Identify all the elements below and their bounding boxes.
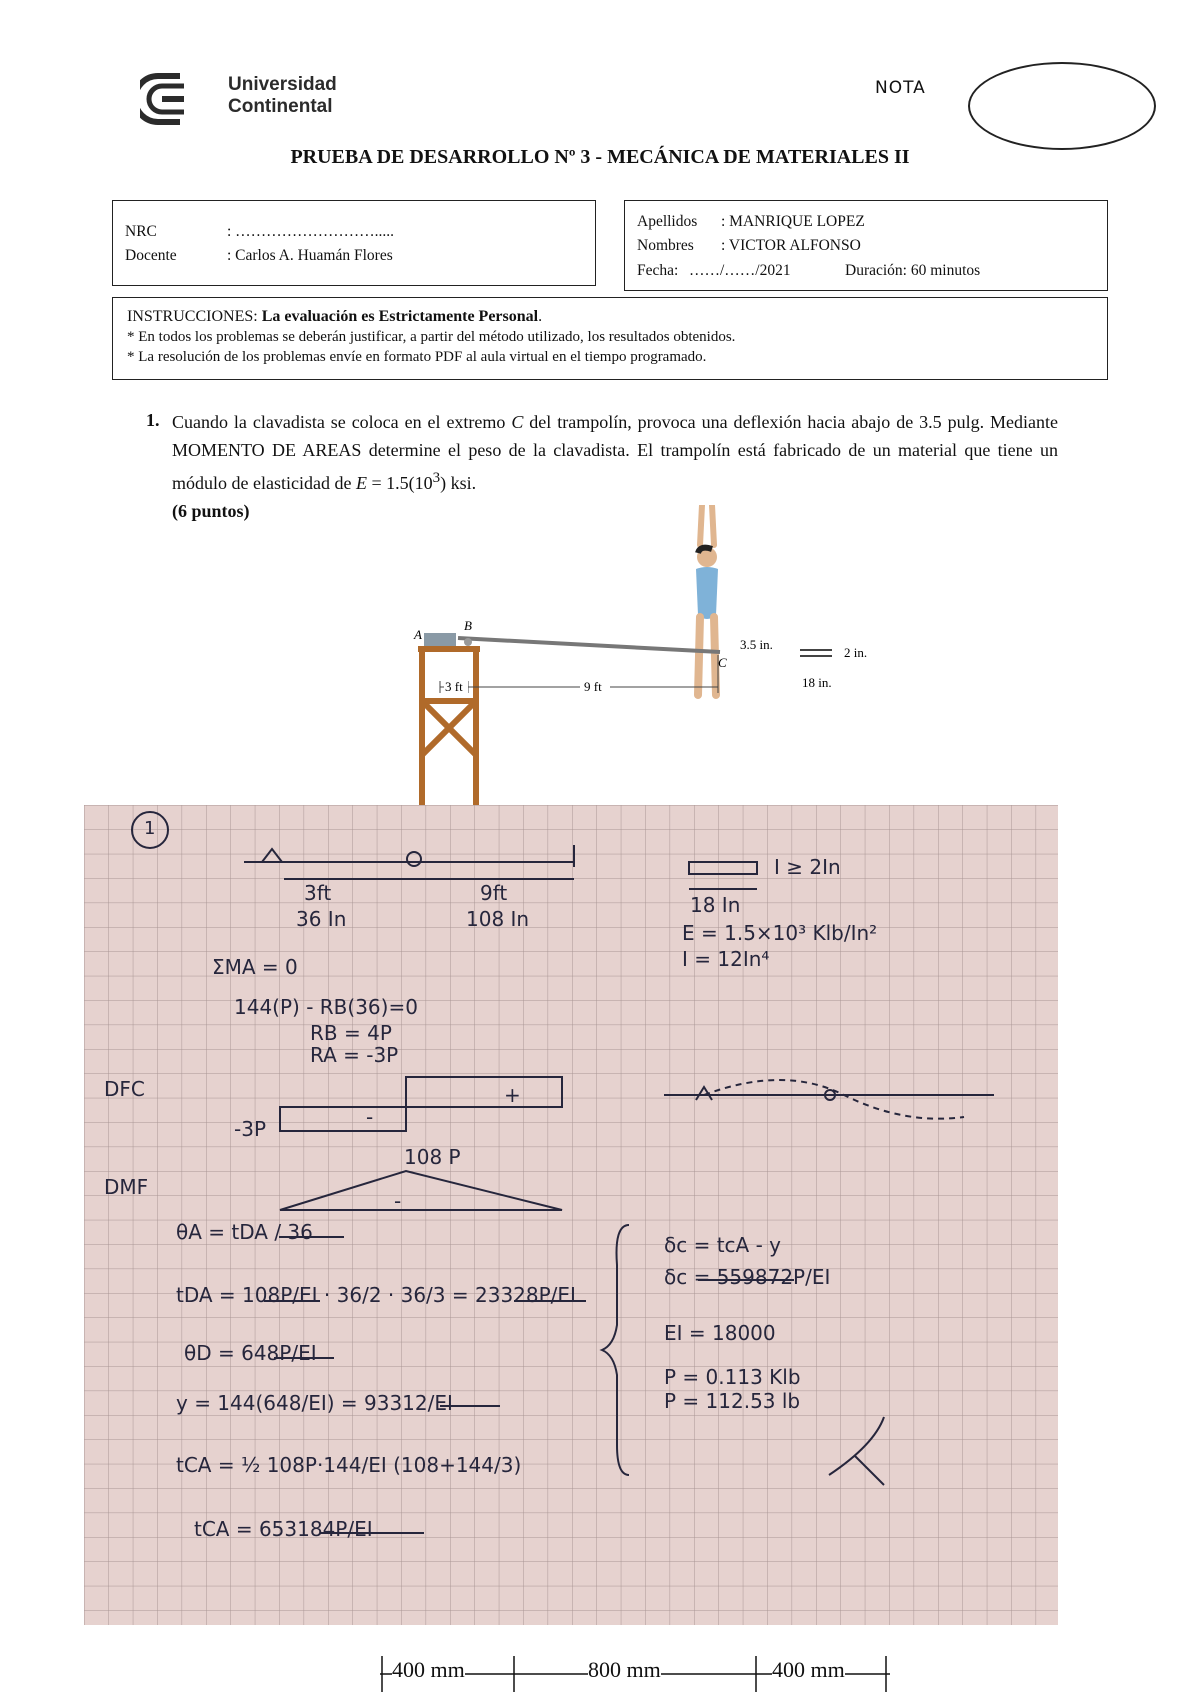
graph-grid — [84, 805, 1058, 1625]
instructions-heading: INSTRUCCIONES: La evaluación es Estrictamente Personal. — [127, 308, 543, 325]
hw-e-val: E = 1.5×10³ Klb/In² — [682, 921, 878, 945]
hw-ra: RA = -3P — [310, 1043, 399, 1067]
hw-dmf-peak: 108 P — [404, 1145, 461, 1169]
hw-eq1: 144(P) - RB(36)=0 — [234, 995, 418, 1019]
page-title: PRUEBA DE DESARROLLO Nº 3 - MECÁNICA DE MATERIALES II — [290, 146, 910, 168]
hw-t-ca: tCA = ½ 108P·144/EI (108+144/3) — [176, 1453, 522, 1477]
dim-3ft: 3 ft — [445, 679, 463, 694]
nombres-label: Nombres — [637, 237, 694, 254]
support-a — [424, 633, 456, 647]
nrc-value: : ………………………..... — [227, 223, 395, 240]
hw-dmf-minus: - — [394, 1189, 402, 1213]
duracion: Duración: 60 minutos — [845, 262, 981, 279]
q-text-d: ) ksi. — [440, 473, 477, 493]
info-box-right — [624, 200, 1108, 291]
hw-circle-num: 1 — [144, 818, 156, 839]
instructions-label: INSTRUCCIONES: — [127, 308, 258, 325]
hw-t-ca2: tCA = 653184P/EI — [194, 1517, 373, 1541]
support-b — [464, 638, 472, 646]
hw-dim2: 9ft — [480, 881, 508, 905]
nombres-value: : VICTOR ALFONSO — [721, 237, 861, 254]
hw-theta-a: θA = tDA / 36 — [176, 1220, 313, 1244]
deflection-label: 3.5 in. — [740, 637, 773, 652]
university-line2: Continental — [228, 96, 333, 117]
hw-dc1: δc = tcA - y — [664, 1233, 781, 1257]
hw-dfc-neg: -3P — [234, 1117, 267, 1141]
grade-oval — [968, 62, 1156, 150]
q-text-b: del trampolín, provoca una deflexión hacia abajo de 3.5 pulg. Mediante MOMENTO DE AREAS determine el peso de la clavadista. El trampolín está fabricado de un material que tiene un módulo de elasticidad de — [172, 412, 1058, 493]
docente-value: : Carlos A. Huamán Flores — [227, 247, 393, 264]
info-box-left — [112, 200, 596, 286]
hw-plus: + — [504, 1083, 521, 1107]
q-points: (6 puntos) — [172, 501, 250, 521]
hw-p1: P = 0.113 Klb — [664, 1365, 801, 1389]
q-var-e: E — [355, 473, 367, 493]
university-line1: Universidad — [228, 74, 337, 95]
hw-minus: - — [366, 1105, 374, 1129]
board — [458, 638, 720, 652]
hw-theta-d: θD = 648P/EI — [184, 1341, 317, 1365]
label-b: B — [464, 618, 472, 633]
q-text-c: = 1.5(10 — [366, 473, 433, 493]
hw-dim1-in: 36 In — [296, 907, 347, 931]
hw-p2: P = 112.53 lb — [664, 1389, 801, 1413]
apellidos-label: Apellidos — [637, 213, 698, 230]
instructions-box — [112, 297, 1108, 380]
handwritten-solution — [84, 805, 1058, 1625]
hw-section-w: 18 In — [690, 893, 741, 917]
instructions-line1: * En todos los problemas se deberán justificar, a partir del método utilizado, los resultados obtenidos. — [127, 329, 736, 345]
hw-section-i: I ≥ 2In — [774, 855, 841, 879]
diving-board-figure — [400, 505, 900, 805]
label-a: A — [414, 627, 422, 642]
hw-dim1: 3ft — [304, 881, 332, 905]
docente-label: Docente — [125, 247, 177, 264]
width-label: 18 in. — [802, 675, 832, 690]
hw-dfc: DFC — [104, 1077, 145, 1101]
hw-i-val: I = 12In⁴ — [682, 947, 770, 971]
nota-label: NOTA — [875, 78, 926, 98]
bottom-dim-2: 800 mm — [588, 1657, 661, 1682]
dim-9ft: 9 ft — [584, 679, 602, 694]
fecha-label: Fecha: — [637, 262, 679, 279]
hw-rb: RB = 4P — [310, 1021, 392, 1045]
bottom-dim-3: 400 mm — [772, 1657, 845, 1682]
nrc-label: NRC — [125, 223, 157, 240]
hw-t-da: tDA = 108P/EI · 36/2 · 36/3 = 23328P/EI — [176, 1283, 576, 1307]
diver-illustration — [696, 505, 718, 695]
hw-dim2-in: 108 In — [466, 907, 530, 931]
university-logo-icon — [140, 72, 212, 126]
hw-y-eq: y = 144(648/EI) = 93312/EI — [176, 1391, 453, 1415]
apellidos-value: : MANRIQUE LOPEZ — [721, 213, 865, 230]
q-exp: 3 — [432, 470, 441, 486]
instructions-line2: * La resolución de los problemas envíe en formato PDF al aula virtual en el tiempo programado. — [127, 349, 707, 365]
q-text-a: Cuando la clavadista se coloca en el extremo — [172, 412, 512, 432]
hw-sum-m: ΣMA = 0 — [212, 955, 298, 979]
tower — [418, 649, 480, 805]
thickness-label: 2 in. — [844, 645, 868, 660]
fecha-value: ……/……/2021 — [689, 262, 791, 279]
hw-dmf: DMF — [104, 1175, 149, 1199]
label-c: C — [718, 655, 727, 670]
bottom-dim-1: 400 mm — [392, 1657, 465, 1682]
hw-ei: EI = 18000 — [664, 1321, 776, 1345]
hw-dc2: δc = 559872P/EI — [664, 1265, 831, 1289]
q-var-c: C — [511, 412, 524, 432]
question-number: 1. — [146, 410, 160, 430]
instructions-bold: La evaluación es Estrictamente Personal — [261, 308, 539, 325]
university-name — [228, 74, 337, 118]
